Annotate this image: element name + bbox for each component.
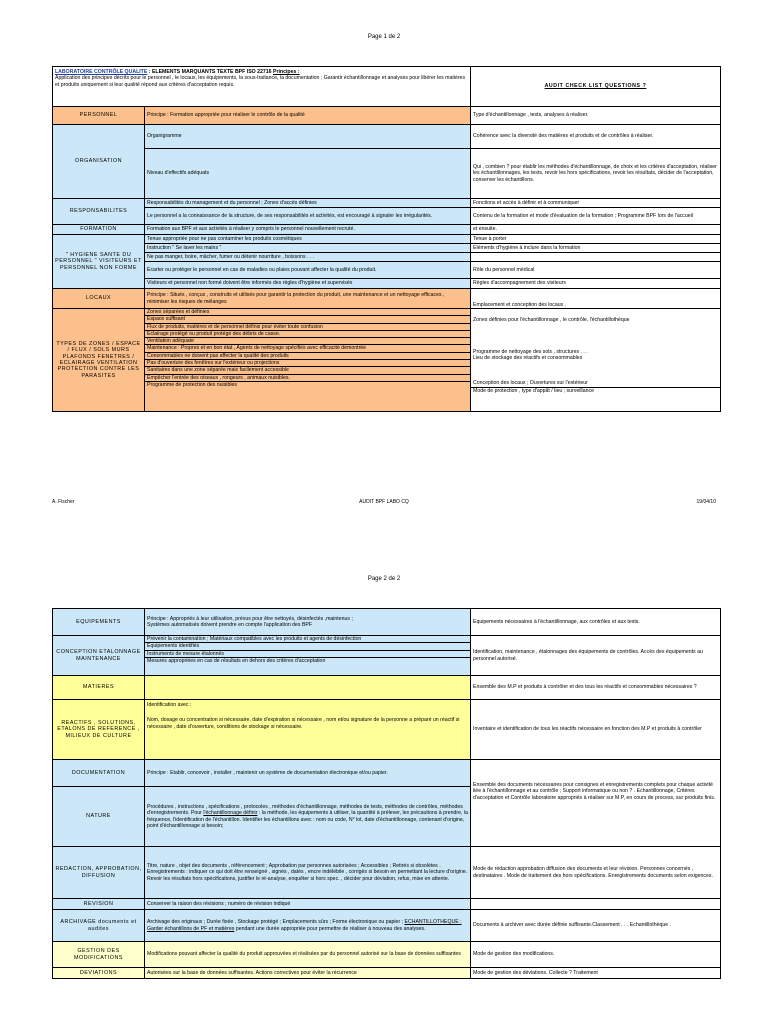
personnel-question: Type d'échantillonnage , tests, analyses à réaliser. bbox=[471, 107, 721, 125]
hygiene-text-3: Ne pas manger, boire, mâcher, fumer ou détenir nourriture , boissons . . . bbox=[145, 253, 471, 262]
section-personnel: PERSONNEL bbox=[53, 107, 145, 125]
audit-title: AUDIT CHECK LIST QUESTIONS ? bbox=[471, 67, 721, 107]
hygiene-text-4: Ecarter ou protéger le personnel en cas de maladies ou plaies pouvant affecter la qualité du produit. bbox=[145, 262, 471, 279]
conception-item-2: Equipements identifiés bbox=[145, 642, 470, 649]
zones-question-2: Programme de nettoyage des sols , structures . . . bbox=[473, 349, 588, 355]
header-link[interactable]: LABORATOIRE CONTRÔLE QUALITE bbox=[55, 69, 148, 75]
conception-item-1: Prévenir la contamination ; Matériaux compatibles avec les produits et agents de désinfection bbox=[147, 636, 362, 642]
footer-date: 19/04/10 bbox=[696, 499, 716, 505]
nature-text-underlined: l'échantillonnage définir bbox=[203, 810, 258, 817]
reactifs-text bbox=[145, 700, 471, 760]
zones-item-6: Maintenance : Propres et en bon état , Agents de nettoyage spécifiés avec efficacité démontrée bbox=[145, 344, 470, 351]
archivage-text bbox=[145, 910, 471, 942]
locaux-question: Emplacement et conception des locaux . bbox=[471, 289, 721, 309]
conception-question: Identification, maintenance , étalonnages des équipements de contrôles. Accès des équipements au personnel autorisé. bbox=[471, 636, 721, 676]
formation-question: et ensuite. bbox=[471, 225, 721, 235]
zones-item-4: Eclairage protégé ou produit protégé des débris de casse. bbox=[145, 330, 470, 337]
archivage-text-b: pendant une durée appropriée pour permettre de réaliser à nouveau des analyses. bbox=[234, 925, 426, 932]
reactifs-text-1: Identification avec : bbox=[147, 702, 192, 708]
zones-item-5: Ventilation adéquate bbox=[145, 337, 470, 344]
archivage-text-underlined: ECHANTILLOTHEQUE : Garder échantillons de PF et matières bbox=[147, 919, 462, 932]
equipements-text-1: Principe : Appropriés à leur utilisation, prévus pour être nettoyés, désinfectés ,maintenus ; bbox=[147, 615, 353, 622]
gestion-text: Modifications pouvant affecter la qualité du produit approuvées et réalisées par du personnel autorisé sur la base de données suffisantes bbox=[145, 942, 471, 968]
section-documentation: DOCUMENTATION bbox=[53, 760, 145, 787]
section-zones: TYPES DE ZONES / ESPACE / FLUX / SOLS MURS PLAFONDS FENETRES / ECLAIRAGE VENTILATION PROTECTION CONTRE LES PARASITES bbox=[53, 309, 145, 412]
section-conception: CONCEPTION ETALONNAGE MAINTENANCE bbox=[53, 636, 145, 676]
section-nature: NATURE bbox=[53, 787, 145, 847]
hygiene-question-5: Règles d'accompagnement des visiteurs bbox=[471, 279, 721, 289]
zones-item-7: Consommables ne doivent pas affecter la qualité des produits bbox=[145, 352, 470, 359]
conception-list bbox=[145, 636, 471, 676]
header-body: Application des principes décrits pour le personnel , le locaux, les équipements, la sous-traitance, la documentation ; Garantir échantillonnage et analyses pour libérer les matières et produits uniquement si leur qualité répond aux critères d'acceptation requis. bbox=[55, 75, 466, 88]
section-responsabilites: RESPONSABILITES bbox=[53, 199, 145, 225]
header-title: : ELEMENTS MARQUANTS TEXTE BPF ISO 22716 bbox=[147, 69, 274, 75]
redaction-text: Titre, nature , objet des documents , référencement ; Approbation par personnes autorisées ; Accessibles ; Retirés si obsolètes . Enregistrements : indiquer ce qui doit être renseigné , signés , datés , encre indélébile , corrigés si besoin en permettant la lecture d'origine. Revoir les résultats hors spécifications, justifier le ré-analyse, enquêter si hors spec. , décider pour déviation, refus, mise en attente. bbox=[145, 847, 471, 899]
responsabilites-question-1: Fonctions et accès à définir et à communiquer bbox=[471, 199, 721, 208]
responsabilites-text-2: Le personnel a la connaissance de la structure, de ses responsabilités et activités, est encouragé à signaler les irrégularités. bbox=[145, 208, 471, 225]
organisation-question-2: Qui , combien ? pour établir les méthodes d'échantillonnage, de choix et les critères d'acceptation, réaliser les échantillonnages, les tests, revoir les hors spécifications, revoir les résultats, décider de l'acceptation, conserver les échantillons. bbox=[471, 149, 721, 199]
zones-item-8: Pas d'ouverture des fenêtres sur l'extérieur ou projections bbox=[145, 359, 470, 366]
nature-question: Ensemble des documents nécessaires pour consignes et enregistrements complets pour chaque activité liée à l'échantillonnage et au contrôle ; Support informatique ou non ? . Echantillonnage, Critères d'acceptation et Contrôle laboratoire appropriés à réaliser sur M.P, en cours de process, sur produits finis. bbox=[471, 760, 721, 847]
equipements-text-2: Systèmes automatisés doivent prendre en compte l'application des BPF bbox=[147, 622, 313, 628]
deviations-text: Autorisées sur la base de données suffisantes. Actions correctives pour éviter la récurrence bbox=[145, 968, 471, 979]
hygiene-text-2: Instruction " Se laver les mains " bbox=[145, 244, 471, 253]
nature-text-b: : la méthode, les équipements à utiliser, la quantité à prélever, les précautions à prendre, la fréquence, l'identification de l'échantillon. Identifier les échantillons avec : nom ou code, N° lot, date d'échantillonnage, contenant d'origine, point d'échantillonnage si besoin; bbox=[147, 810, 468, 829]
nature-text-a: Procédures , instructions , spécifications , protocoles , méthodes d'échantillonnage, méthodes de tests, méthodes de contrôles, méthodes d'enregistrements. Pour bbox=[147, 803, 463, 817]
hygiene-text-1: Tenue appropriée pour ne pas contaminer les produits cosmétiques bbox=[145, 235, 471, 244]
section-redaction: REDACTION, APPROBATION, DIFFUSION bbox=[53, 847, 145, 899]
hygiene-question-4: Rôle du personnel médical bbox=[471, 262, 721, 279]
zones-item-3: Flux de produits, matières et de personnel définis pour éviter toute confusion bbox=[145, 323, 470, 330]
zones-questions bbox=[471, 309, 721, 412]
hygiene-question-1: Tenue à porter bbox=[471, 235, 721, 244]
gestion-question: Mode de gestion des modifications. bbox=[471, 942, 721, 968]
hygiene-question-2: Eléments d'hygiène à inclure dans la formation bbox=[471, 244, 721, 253]
section-archivage: ARCHIVAGE documents et audites bbox=[53, 910, 145, 942]
revision-question bbox=[471, 899, 721, 910]
revision-text: Conserver la raison des révisions ; numéro de révision indiqué bbox=[145, 899, 471, 910]
section-reactifs: REACTIFS , SOLUTIONS, ETALONS DE REFERENCE , MILIEUX DE CULTURE bbox=[53, 700, 145, 760]
section-matieres: MATIERES bbox=[53, 676, 145, 700]
section-formation: FORMATION bbox=[53, 225, 145, 235]
hygiene-text-5: Visiteurs et personnel non formé doivent être informés des règles d'hygiène et supervisés bbox=[145, 279, 471, 289]
organisation-text-2: Niveau d'effectifs adéquats bbox=[145, 149, 471, 199]
section-gestion: GESTION DES MODIFICATIONS bbox=[53, 942, 145, 968]
equipements-question: Equipements nécessaires à l'échantillonnage, aux contrôles et aux tests. bbox=[471, 609, 721, 636]
organisation-question-1: Cohérence avec la diversité des matières et produits et de contrôles à réaliser. bbox=[471, 125, 721, 149]
documentation-text: Principe : Etablir, concevoir , installer , maintenir un système de documentation électronique et/ou papier. bbox=[145, 760, 471, 787]
responsabilites-text-1: Responsabilités du management et du personnel ; Zones d'accès définies bbox=[145, 199, 471, 208]
page-number-2: Page 2 de 2 bbox=[367, 576, 401, 582]
equipements-text bbox=[145, 609, 471, 636]
redaction-question: Mode de rédaction approbation diffusion des documents et leur révision. Personnes concernés , destinataires . Mode de traitement des hors spécifications. Enregistrements documents selon exigences. bbox=[471, 847, 721, 899]
section-organisation: ORGANISATION bbox=[53, 125, 145, 199]
archivage-text-a: Archivage des originaux ; Durée fixée , Stockage protégé ; Emplacements sûrs ; Forme électronique ou papier ; bbox=[147, 919, 405, 926]
section-revision: REVISION bbox=[53, 899, 145, 910]
footer-title: AUDIT BPF LABO CQ bbox=[359, 499, 409, 505]
nature-text bbox=[145, 787, 471, 847]
personnel-text: Principe : Formation appropriée pour réaliser le contrôle de la qualité bbox=[145, 107, 471, 125]
zones-question-1: Zones définies pour l'échantillonnage , le contrôle, l'échantillothèque bbox=[473, 317, 630, 323]
page-number-1: Page 1 de 2 bbox=[367, 34, 401, 40]
header-cell bbox=[53, 67, 471, 107]
matieres-question: Ensemble des M.P et produits à contrôler et des tous les réactifs et consommables nécessaires ? bbox=[471, 676, 721, 700]
archivage-question: Documents à archiver avec durée définie suffisante.Classement . . . Echantillothèque . bbox=[471, 910, 721, 942]
matieres-text bbox=[145, 676, 471, 700]
zones-list bbox=[145, 309, 471, 412]
conception-item-3: Instruments de mesure étalonnés bbox=[145, 650, 470, 657]
section-hygiene: " HYGIENE SANTE DU PERSONNEL " VISITEURS ET PERSONNEL NON FORME bbox=[53, 235, 145, 289]
zones-question-3: Lieu de stockage des réactifs et consommables bbox=[473, 355, 583, 362]
responsabilites-question-2: Contenu de la formation et mode d'évaluation de la formation ; Programme BPF lors de l'accueil bbox=[471, 208, 721, 225]
organisation-text-1: Organigramme bbox=[145, 125, 471, 149]
section-equipements: EQUIPEMENTS bbox=[53, 609, 145, 636]
header-principes: Principes : bbox=[273, 69, 300, 75]
zones-item-1: Zones séparées et définies bbox=[147, 309, 210, 315]
zones-question-4: Conception des locaux ; Ouvertures sur l'extérieur bbox=[473, 379, 588, 386]
audit-table-page1 bbox=[52, 66, 721, 412]
hygiene-question-3 bbox=[471, 253, 721, 262]
reactifs-text-2: Nom, dosage ou concentration si nécessaire, date d'expiration si nécessaire , nom et/ou signature de la personne a préparé un réactif si nécessaire , date d'ouverture, conditions de stockage si nécessaire. bbox=[147, 717, 460, 730]
zones-item-10: Empêcher l'entrée des oiseaux , rongeurs , animaux nuisibles. bbox=[145, 374, 470, 381]
formation-text: Formation aux BPF et aux activités à réaliser y compris le personnel nouvellement recruté. bbox=[145, 225, 471, 235]
section-deviations: DEVIATIONS bbox=[53, 968, 145, 979]
audit-table-page2 bbox=[52, 608, 721, 979]
zones-question-5: Mode de protection , type d'appât / lieu ; surveillance bbox=[471, 387, 720, 394]
section-locaux: LOCAUX bbox=[53, 289, 145, 309]
reactifs-question: Inventaire et identification de tous les réactifs nécessaire en fonction des M.P et produits à contrôler bbox=[471, 700, 721, 760]
deviations-question: Mode de gestion des déviations. Collecte ? Traitement bbox=[471, 968, 721, 979]
locaux-text: Principe : Situés , conçus , construits et utilisés pour garantir la protection du produit, une maintenance et un nettoyage efficaces , minimiser les risques de mélanges bbox=[145, 289, 471, 309]
zones-item-11: Programme de protection des nuisibles bbox=[145, 381, 470, 388]
footer-author: A. Fischer bbox=[52, 499, 75, 505]
conception-item-4: Mesures appropriées en cas de résultats en dehors des critères d'acceptation bbox=[145, 657, 470, 664]
zones-item-9: Sanitaires dans une zone séparée mais facilement accessible bbox=[145, 366, 470, 373]
zones-item-2: Espace suffisant bbox=[145, 315, 470, 322]
